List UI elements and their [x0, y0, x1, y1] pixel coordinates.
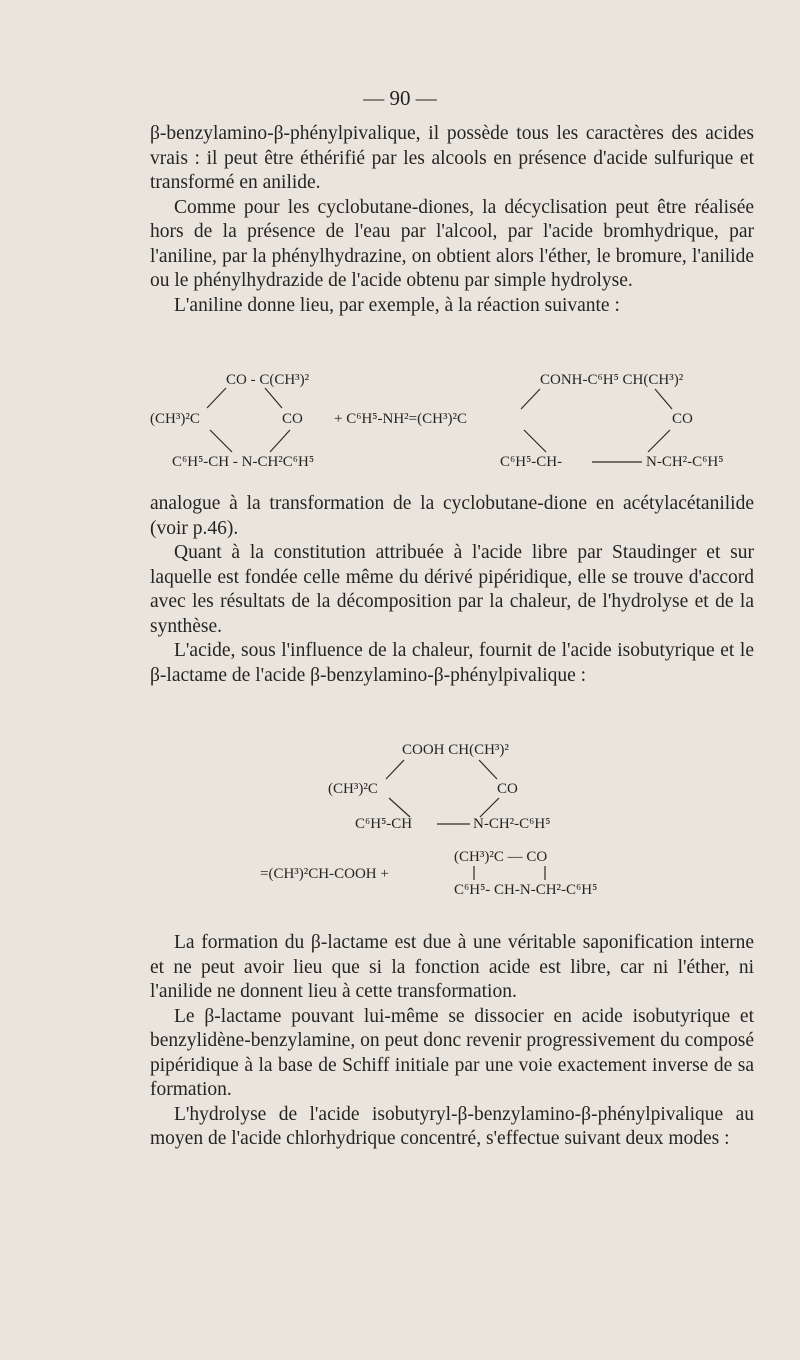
- formula-text: (CH³)²C: [150, 411, 200, 427]
- formula-text: CO: [497, 781, 518, 797]
- formula-text: C⁶H⁵-CH-: [500, 454, 563, 470]
- paragraph: L'hydrolyse de l'acide isobutyryl-β-benzylamino-β-phénylpivalique au moyen de l'acide chlorhydrique concentré, s'effectue suivant deux modes :: [150, 1103, 754, 1149]
- formula-text: (CH³)²C — CO: [454, 849, 548, 865]
- text-block-end: [150, 931, 754, 1152]
- formula-text: C⁶H⁵-CH - N-CH²C⁶H⁵: [172, 454, 315, 470]
- formula-text: CO: [282, 411, 303, 427]
- formula-text: N-CH²-C⁶H⁵: [473, 816, 551, 832]
- formula-text: C⁶H⁵- CH-N-CH²-C⁶H⁵: [454, 882, 598, 898]
- formula-text: + C⁶H⁵-NH²=(CH³)²C: [334, 411, 467, 427]
- paragraph: Comme pour les cyclobutane-diones, la décyclisation peut être réalisée hors de la présence de l'eau par l'alcool, par l'acide bromhydrique, par l'aniline, par la phénylhydrazine, on obtient alors l'éther, le bromure, l'anilide ou le phénylhydrazide de l'acide obtenu par simple hydrolyse.: [150, 196, 754, 291]
- paragraph: La formation du β-lactame est due à une véritable saponification interne et ne peut avoir lieu que si la fonction acide est libre, car ni l'éther, ni l'anilide ne donnent lieu à cette transformation.: [150, 932, 754, 1002]
- paragraph: Quant à la constitution attribuée à l'acide libre par Staudinger et sur laquelle est fondée celle même du dérivé pipéridique, elle se trouve d'accord avec les résultats de la décomposition par la chaleur, de l'hydrolyse et de la synthèse.: [150, 542, 754, 637]
- paragraph: analogue à la transformation de la cyclobutane-dione en acétylacétanilide (voir p.46).: [150, 493, 754, 539]
- formula-text: CO - C(CH³)²: [226, 372, 310, 388]
- formula-text: COOH CH(CH³)²: [402, 742, 509, 758]
- formula-text: =(CH³)²CH-COOH +: [260, 866, 389, 882]
- formula-text: CONH-C⁶H⁵ CH(CH³)²: [540, 372, 684, 388]
- formula-text: (CH³)²C: [328, 781, 378, 797]
- paragraph: L'acide, sous l'influence de la chaleur, fournit de l'acide isobutyrique et le β-lactame de l'acide β-benzylamino-β-phénylpivalique :: [150, 640, 754, 686]
- formula-text: C⁶H⁵-CH: [355, 816, 413, 832]
- formula-text: N-CH²-C⁶H⁵: [646, 454, 724, 470]
- formula-text: CO: [672, 411, 693, 427]
- page-number: — 90 —: [363, 86, 437, 110]
- paragraph: Le β-lactame pouvant lui-même se dissocier en acide isobutyrique et benzylidène-benzylamine, on peut donc revenir progressivement du composé pipéridique à la base de Schiff initiale par une voie exactement inverse de sa formation.: [150, 1005, 754, 1100]
- paragraph: β-benzylamino-β-phénylpivalique, il possède tous les caractères des acides vrais : il peut être éthérifié par les alcools en présence d'acide sulfurique et transformé en anilide.: [150, 123, 754, 193]
- paragraph: L'aniline donne lieu, par exemple, à la réaction suivante :: [174, 294, 620, 316]
